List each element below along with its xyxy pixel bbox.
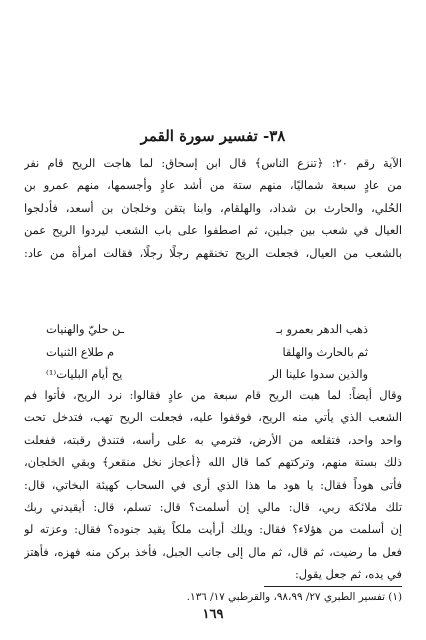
text-line: الشعب الذي يأتي منه الريح، فوقفوا عليه، فجعلت الريح تهب، فتدخل تحت (24, 410, 402, 425)
verse-second-hemistich: م طلاع الثنيات (46, 344, 115, 359)
text-line: العيال في شعب بين جبلين، ثم اصطفوا على باب الشعب ليردوا الريح عمن (24, 223, 402, 238)
text-line: تلك ملائكة ربي، قال: مالي إن أسلمت؟ قال: تسلم، قال: أيقيدني ربك (24, 500, 402, 515)
continuation-paragraph (24, 384, 402, 586)
text-line: ذلك بستة منهم، وتركتهم كما قال الله ﴿أعجاز نخل منقعر﴾ وبقي الخلجان، (24, 455, 402, 470)
text-line: فعل ما رضيت، ثم قال، ثم مال إلى جانب الجبل، فأخذ بركن منه فهزه، فأهتز (24, 544, 402, 559)
text-line: الآية رقم ٢٠: ﴿تنزع الناس﴾ قال ابن إسحاق: لما هاجت الريح قام نفر (24, 156, 402, 170)
footnote-separator (264, 586, 402, 587)
text-line: وقال أيضاً: لما هبت الريح قام سبعة من عادٍ فقالوا: نرد الريح، فأتوا فم (24, 388, 402, 402)
footnote: (١) تفسير الطبري ٢٧/ ٩٨،٩٩، والقرطبي ١٧/ ١٣٦. (186, 591, 402, 603)
verse-first-hemistich: ذهب الدهر بعمرو بـ (276, 322, 368, 336)
poem-verse (24, 341, 402, 364)
poem-verse (24, 363, 402, 386)
poem-block (24, 318, 402, 386)
verse-second-hemistich: يح أيام البليات⁽¹⁾ (46, 367, 123, 382)
text-line: بالشعب من العيال، فجعلت الريح تخنقهم رجلًا رجلًا، فقالت امرأة من عاد: (24, 245, 402, 260)
text-line: في يده، ثم جعل يقول: (294, 567, 402, 582)
text-line: واحد واحد، فتقلعه من الأرض، فترمي به على رأسه، فتندق رقبته، ففعلت (24, 432, 402, 447)
intro-paragraph (24, 152, 402, 264)
verse-first-hemistich: والذين سدوا علينا الر (269, 367, 368, 382)
verse-second-hemistich: ـن حليّ والهنيات (46, 322, 125, 336)
text-line: الحُلي، والحارث بن شداد، والهلقام، وابنا يتقن وخلجان بن أسعد، فأدلجوا (24, 200, 402, 215)
page-number: ١٦٩ (202, 607, 224, 622)
verse-first-hemistich: ثم بالحارث والهلقا (282, 344, 368, 359)
poem-verse (24, 318, 402, 341)
text-line: من عادٍ سبعة شماليًا، منهم ستة من أشد عادٍ وأجسمها، منهم عمرو بن (24, 178, 402, 193)
text-line: فأتى هوداً فقال: يا هود ما هذا الذي أرى في السحاب كهيئة البخاتي، قال: (24, 477, 402, 492)
chapter-title: ٣٨- تفسير سورة القمر (140, 127, 286, 145)
text-line: إن أسلمت من هؤلاء؟ فقال: ويلك أرأيت ملكاً يقيد جنوده؟ فقال: وعزته لو (24, 522, 402, 537)
